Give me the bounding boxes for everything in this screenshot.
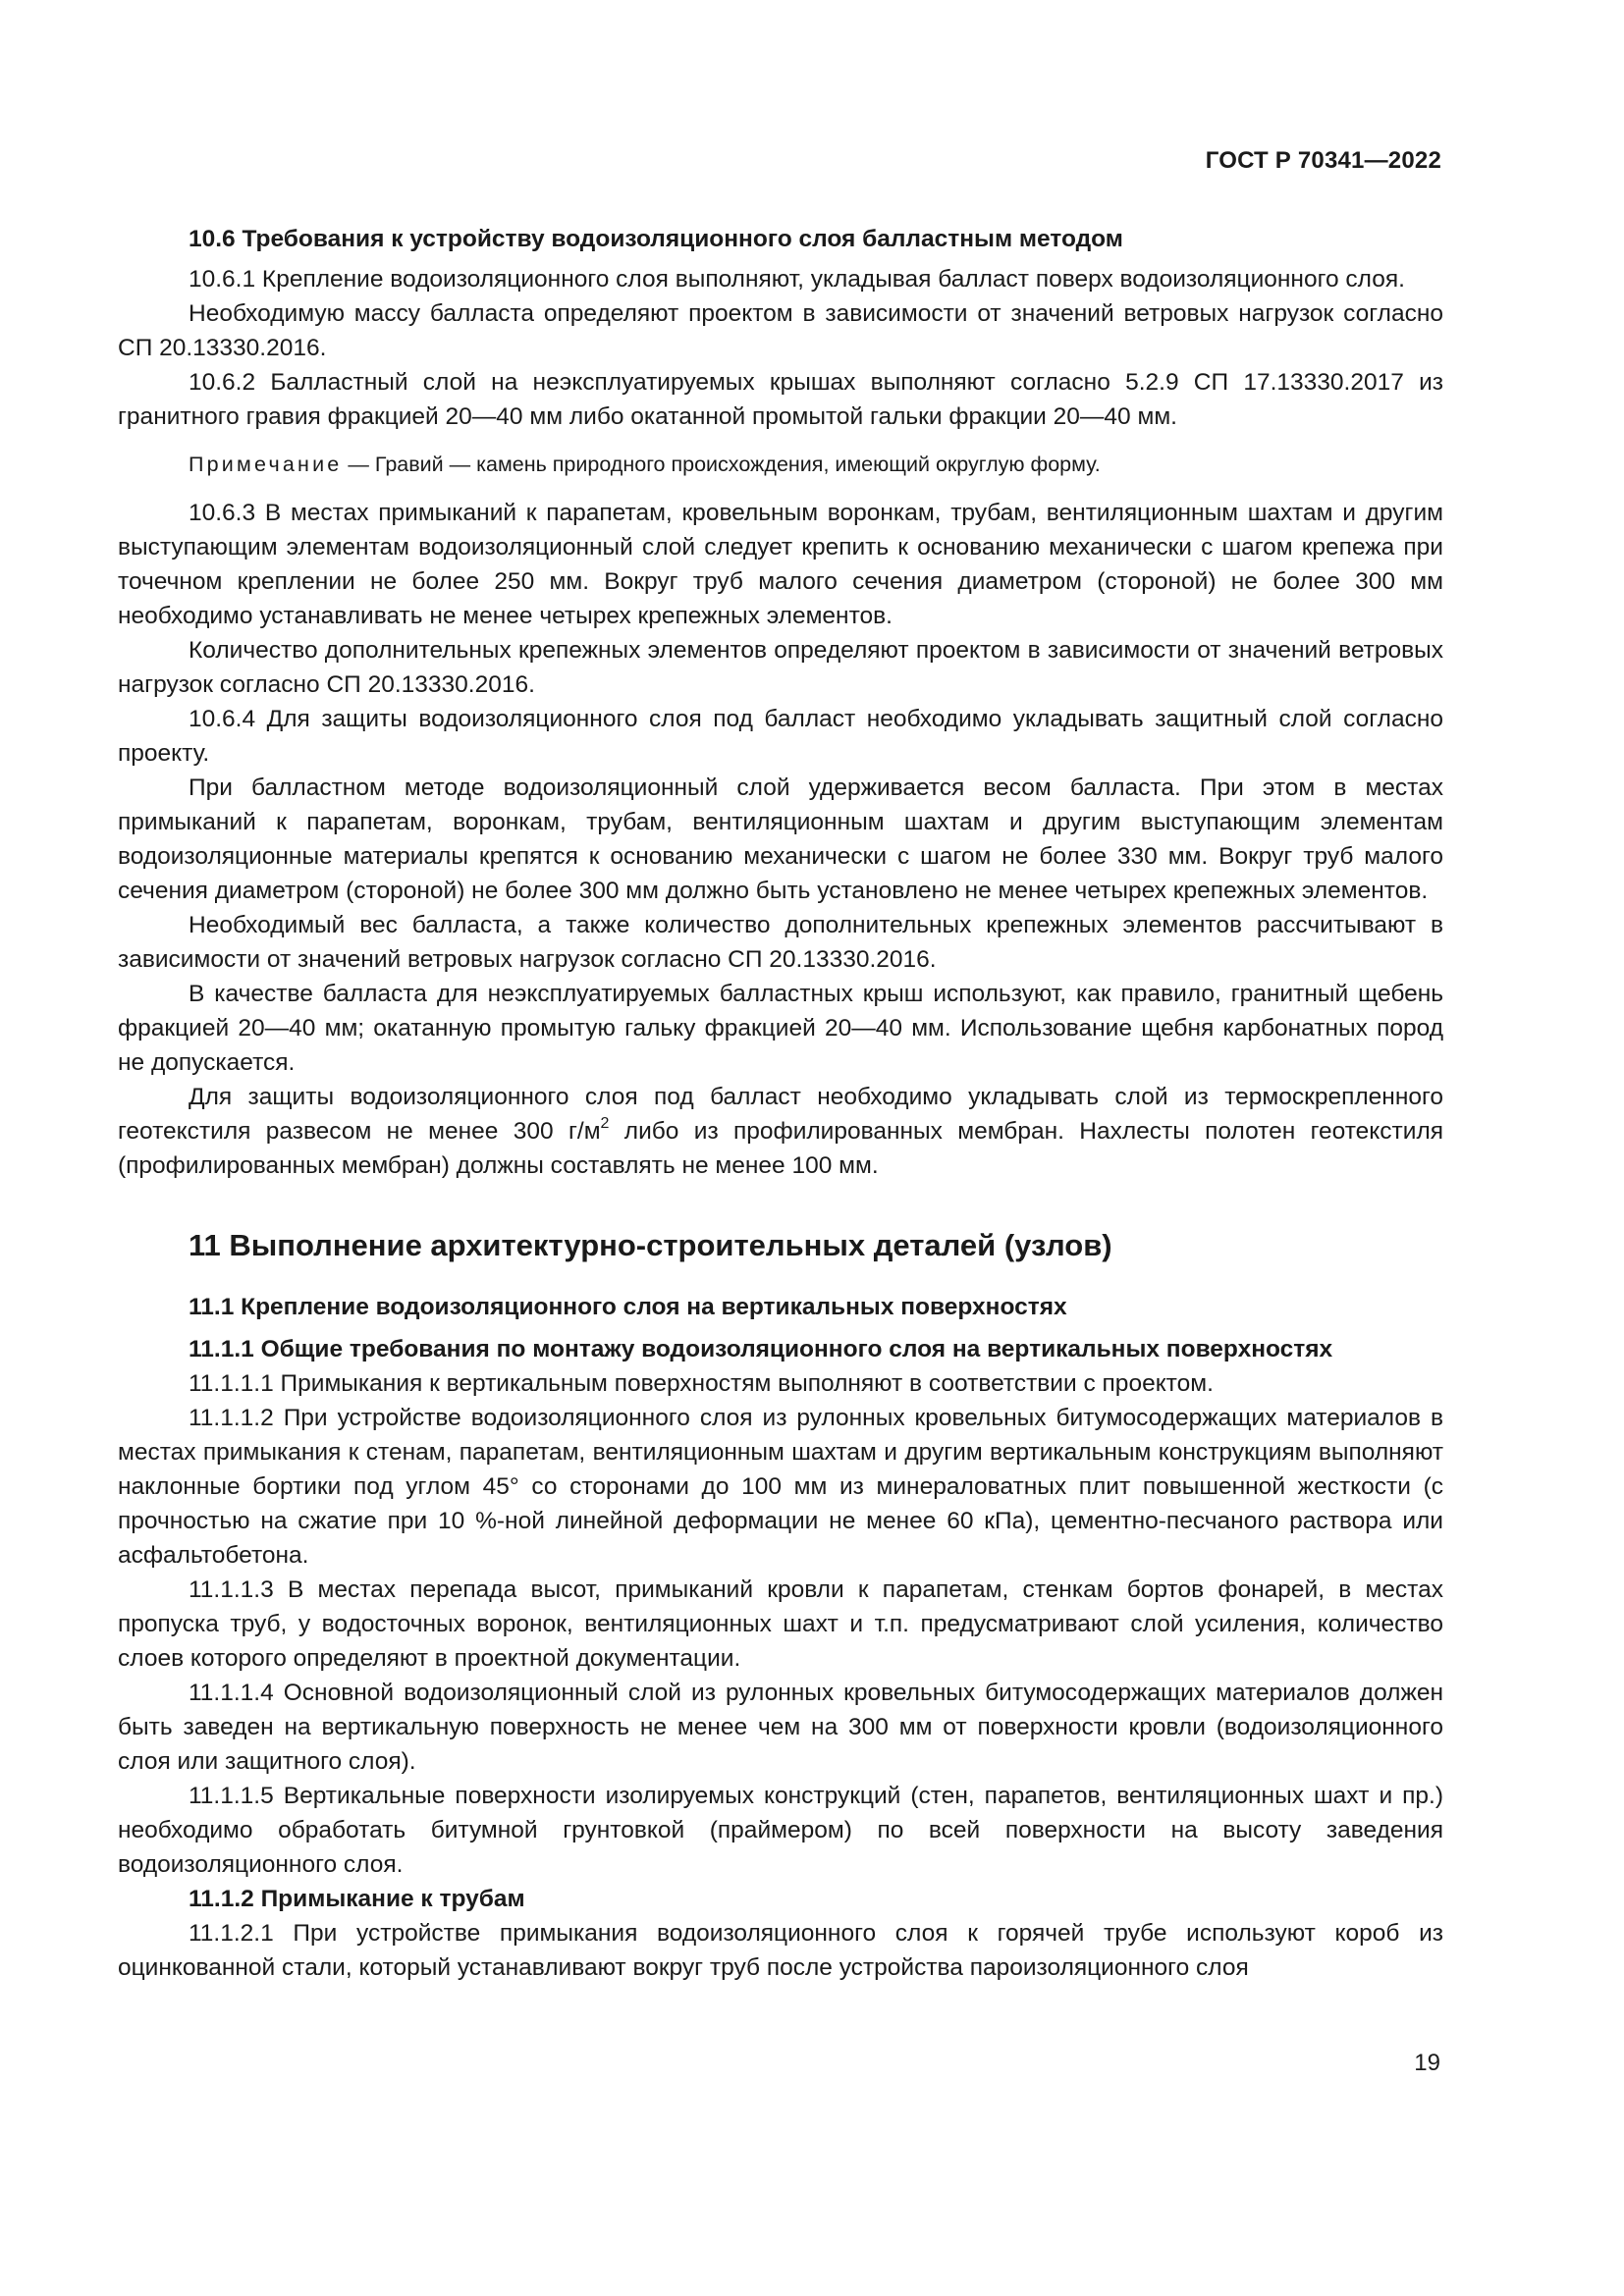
section-11-1-1-heading: 11.1.1 Общие требования по монтажу водоизоляционного слоя на вертикальных поверхностях xyxy=(189,1336,1333,1362)
page-number: 19 xyxy=(1414,2050,1440,2076)
geotextile-text-a: Для защиты водоизоляционного слоя под балласт необходимо укладывать слой из термоскрепленного геотекстиля развесом не менее 300 г/м xyxy=(118,1084,1443,1145)
paragraph-11-1-1-2: 11.1.1.2 При устройстве водоизоляционного слоя из рулонных кровельных битумосодержащих материалов в местах примыкания к стенам, парапетам, вентиляционным шахтам и другим вертикальным конструкциям выполняют наклонные бортики под углом 45° со сторонами до 100 мм из минераловатных плит повышенной жесткости (с прочностью на сжатие при 10 %-ной линейной деформации не менее 60 кПа), цементно-песчаного раствора или асфальтобетона. xyxy=(118,1405,1443,1569)
paragraph-ballast-method: При балластном методе водоизоляционный слой удерживается весом балласта. При этом в местах примыканий к парапетам, воронкам, трубам, вентиляционным шахтам и другим выступающим элементам водоизоляционные материалы крепятся к основанию механически с шагом не более 330 мм. Вокруг труб малого сечения диаметром (стороной) не более 300 мм должно быть установлено не менее четырех крепежных элементов. xyxy=(118,774,1443,904)
paragraph-fastener-count: Количество дополнительных крепежных элементов определяют проектом в зависимости от значений ветровых нагрузок согласно СП 20.13330.2016. xyxy=(118,637,1443,698)
page-content xyxy=(118,222,1443,1985)
section-11-1-heading: 11.1 Крепление водоизоляционного слоя на вертикальных поверхностях xyxy=(189,1294,1067,1320)
geotextile-text-b: либо из профилированных мембран. Нахлесты полотен геотекстиля (профилированных мембран) должны составлять не менее 100 мм. xyxy=(118,1118,1444,1179)
paragraph-geotextile xyxy=(118,1080,1443,1183)
paragraph-ballast-weight: Необходимый вес балласта, а также количество дополнительных крепежных элементов рассчитывают в зависимости от значений ветровых нагрузок согласно СП 20.13330.2016. xyxy=(118,912,1443,973)
note-gravel xyxy=(118,448,1443,482)
section-10-6-heading: 10.6 Требования к устройству водоизоляционного слоя балластным методом xyxy=(189,226,1123,252)
paragraph-ballast-mass: Необходимую массу балласта определяют проектом в зависимости от значений ветровых нагрузок согласно СП 20.13330.2016. xyxy=(118,300,1443,361)
note-label: Примечание xyxy=(189,453,343,476)
paragraph-10-6-1: 10.6.1 Крепление водоизоляционного слоя выполняют, укладывая балласт поверх водоизоляционного слоя. xyxy=(189,266,1405,293)
paragraph-11-1-1-4: 11.1.1.4 Основной водоизоляционный слой из рулонных кровельных битумосодержащих материалов должен быть заведен на вертикальную поверхность не менее чем на 300 мм от поверхности кровли (водоизоляционного слоя или защитного слоя). xyxy=(118,1680,1443,1775)
paragraph-11-1-1-1: 11.1.1.1 Примыкания к вертикальным поверхностям выполняют в соответствии с проектом. xyxy=(189,1370,1214,1397)
paragraph-10-6-3: 10.6.3 В местах примыканий к парапетам, кровельным воронкам, трубам, вентиляционным шахтам и другим выступающим элементам водоизоляционный слой следует крепить к основанию механически с шагом крепежа при точечном креплении не более 250 мм. Вокруг труб малого сечения диаметром (стороной) не более 300 мм необходимо устанавливать не менее четырех крепежных элементов. xyxy=(118,500,1443,629)
section-11-heading: 11 Выполнение архитектурно-строительных деталей (узлов) xyxy=(189,1228,1112,1262)
section-11-1-2-heading: 11.1.2 Примыкание к трубам xyxy=(189,1886,525,1912)
superscript-2: 2 xyxy=(600,1114,610,1132)
paragraph-10-6-4: 10.6.4 Для защиты водоизоляционного слоя под балласт необходимо укладывать защитный слой согласно проекту. xyxy=(118,706,1443,767)
paragraph-11-1-1-5: 11.1.1.5 Вертикальные поверхности изолируемых конструкций (стен, парапетов, вентиляционных шахт и пр.) необходимо обработать битумной грунтовкой (праймером) по всей поверхности на высоту заведения водоизоляционного слоя. xyxy=(118,1783,1443,1878)
paragraph-11-1-1-3: 11.1.1.3 В местах перепада высот, примыканий кровли к парапетам, стенкам бортов фонарей, в местах пропуска труб, у водосточных воронок, вентиляционных шахт и т.п. предусматривают слой усиления, количество слоев которого определяют в проектной документации. xyxy=(118,1576,1443,1672)
document-number-header: ГОСТ Р 70341—2022 xyxy=(1205,147,1441,174)
paragraph-11-1-2-1: 11.1.2.1 При устройстве примыкания водоизоляционного слоя к горячей трубе используют короб из оцинкованной стали, который устанавливают вокруг труб после устройства пароизоляционного слоя xyxy=(118,1920,1443,1981)
note-text: — Гравий — камень природного происхождения, имеющий округлую форму. xyxy=(342,453,1101,476)
paragraph-ballast-material: В качестве балласта для неэксплуатируемых балластных крыш используют, как правило, гранитный щебень фракцией 20—40 мм; окатанную промытую гальку фракцией 20—40 мм. Использование щебня карбонатных пород не допускается. xyxy=(118,981,1443,1076)
paragraph-10-6-2: 10.6.2 Балластный слой на неэксплуатируемых крышах выполняют согласно 5.2.9 СП 17.13330.2017 из гранитного гравия фракцией 20—40 мм либо окатанной промытой гальки фракции 20—40 мм. xyxy=(118,369,1443,430)
